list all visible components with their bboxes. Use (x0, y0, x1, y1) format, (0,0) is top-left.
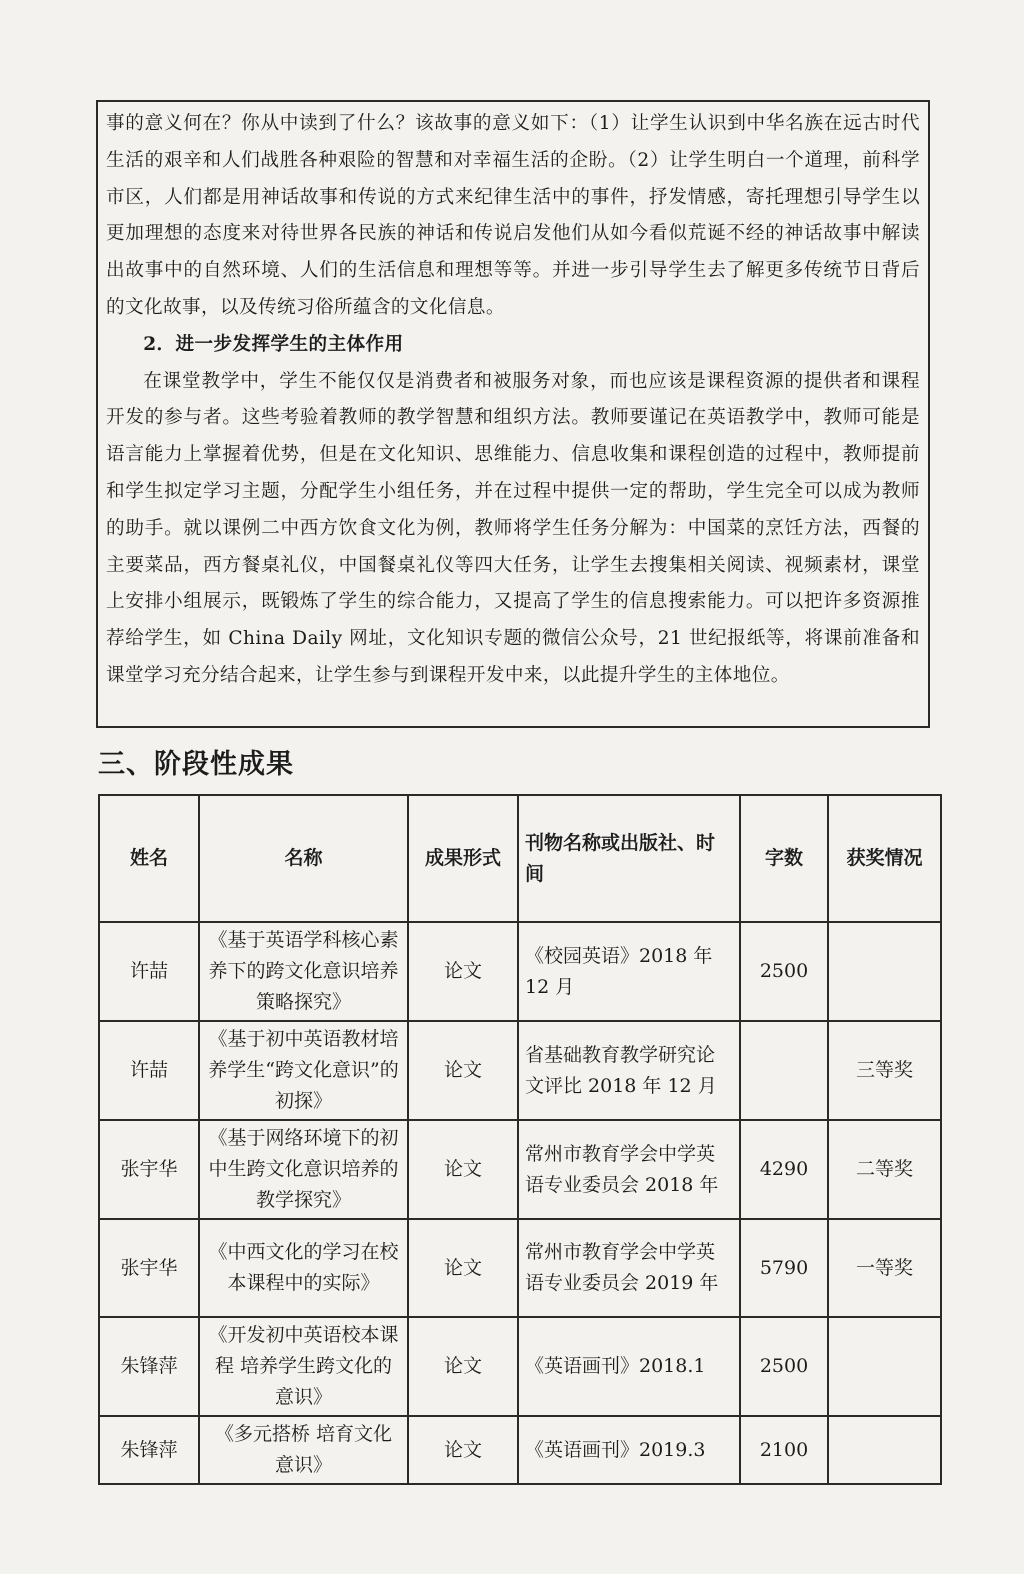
cell-form: 论文 (408, 1416, 518, 1484)
cell-name: 许喆 (99, 1021, 199, 1120)
cell-name: 朱锋萍 (99, 1416, 199, 1484)
table-row (99, 1219, 941, 1317)
sub-heading: 2．进一步发挥学生的主体作用 (143, 333, 404, 355)
cell-publication: 《校园英语》2018 年 12 月 (518, 922, 740, 1021)
section-title: 三、阶段性成果 (98, 749, 294, 780)
table-row (99, 922, 941, 1021)
cell-word-count (740, 1021, 828, 1120)
cell-publication: 常州市教育学会中学英语专业委员会 2018 年 (518, 1120, 740, 1219)
cell-word-count: 2500 (740, 922, 828, 1021)
cell-form: 论文 (408, 1219, 518, 1317)
cell-word-count: 2100 (740, 1416, 828, 1484)
cell-name: 许喆 (99, 922, 199, 1021)
cell-title: 《基于初中英语教材培养学生“跨文化意识”的初探》 (199, 1021, 408, 1120)
cell-word-count: 2500 (740, 1317, 828, 1416)
cell-form: 论文 (408, 1317, 518, 1416)
cell-award: 三等奖 (828, 1021, 941, 1120)
header-form: 成果形式 (408, 795, 518, 922)
table-row (99, 1416, 941, 1484)
table-header-row (99, 795, 941, 922)
header-word-count: 字数 (740, 795, 828, 922)
cell-publication: 《英语画刊》2019.3 (518, 1416, 740, 1484)
header-award: 获奖情况 (828, 795, 941, 922)
cell-word-count: 5790 (740, 1219, 828, 1317)
paragraph: 事的意义何在？你从中读到了什么？该故事的意义如下：（1）让学生认识到中华名族在远古时代生活的艰辛和人们战胜各种艰险的智慧和对幸福生活的企盼。（2）让学生明白一个道理，前科学市区，人们都是用神话故事和传说的方式来纪律生活中的事件，抒发情感，寄托理想引导学生以更加理想的态度来对待世界各民族的神话和传说启发他们从如今看似荒诞不经的神话故事中解读出故事中的自然环境、人们的生活信息和理想等等。并进一步引导学生去了解更多传统节日背后的文化故事，以及传统习俗所蕴含的文化信息。 (106, 113, 920, 318)
cell-award (828, 1317, 941, 1416)
cell-publication: 《英语画刊》2018.1 (518, 1317, 740, 1416)
cell-title: 《多元搭桥 培育文化意识》 (199, 1416, 408, 1484)
cell-title: 《基于英语学科核心素养下的跨文化意识培养策略探究》 (199, 922, 408, 1021)
cell-name: 张宇华 (99, 1120, 199, 1219)
cell-title: 《中西文化的学习在校本课程中的实际》 (199, 1219, 408, 1317)
cell-word-count: 4290 (740, 1120, 828, 1219)
cell-form: 论文 (408, 1120, 518, 1219)
header-title: 名称 (199, 795, 408, 922)
cell-publication: 常州市教育学会中学英语专业委员会 2019 年 (518, 1219, 740, 1317)
cell-award (828, 1416, 941, 1484)
cell-award: 二等奖 (828, 1120, 941, 1219)
cell-award (828, 922, 941, 1021)
cell-title: 《基于网络环境下的初中生跨文化意识培养的教学探究》 (199, 1120, 408, 1219)
cell-form: 论文 (408, 922, 518, 1021)
results-table (98, 794, 942, 1485)
header-publication: 刊物名称或出版社、时间 (518, 795, 740, 922)
table-row (99, 1021, 941, 1120)
cell-name: 张宇华 (99, 1219, 199, 1317)
cell-name: 朱锋萍 (99, 1317, 199, 1416)
paragraph: 在课堂教学中，学生不能仅仅是消费者和被服务对象，而也应该是课程资源的提供者和课程开发的参与者。这些考验着教师的教学智慧和组织方法。教师要谨记在英语教学中，教师可能是语言能力上掌握着优势，但是在文化知识、思维能力、信息收集和课程创造的过程中，教师提前和学生拟定学习主题，分配学生小组任务，并在过程中提供一定的帮助，学生完全可以成为教师的助手。就以课例二中西方饮食文化为例，教师将学生任务分解为：中国菜的烹饪方法，西餐的主要菜品，西方餐桌礼仪，中国餐桌礼仪等四大任务，让学生去搜集相关阅读、视频素材，课堂上安排小组展示，既锻炼了学生的综合能力，又提高了学生的信息搜索能力。可以把许多资源推荐给学生，如 China Daily 网址，文化知识专题的微信公众号，21 世纪报纸等，将课前准备和课堂学习充分结合起来，让学生参与到课程开发中来，以此提升学生的主体地位。 (106, 370, 920, 686)
header-name: 姓名 (99, 795, 199, 922)
cell-title: 《开发初中英语校本课程 培养学生跨文化的意识》 (199, 1317, 408, 1416)
table-row (99, 1120, 941, 1219)
text-box (96, 100, 930, 728)
cell-award: 一等奖 (828, 1219, 941, 1317)
table-row (99, 1317, 941, 1416)
cell-form: 论文 (408, 1021, 518, 1120)
cell-publication: 省基础教育教学研究论文评比 2018 年 12 月 (518, 1021, 740, 1120)
